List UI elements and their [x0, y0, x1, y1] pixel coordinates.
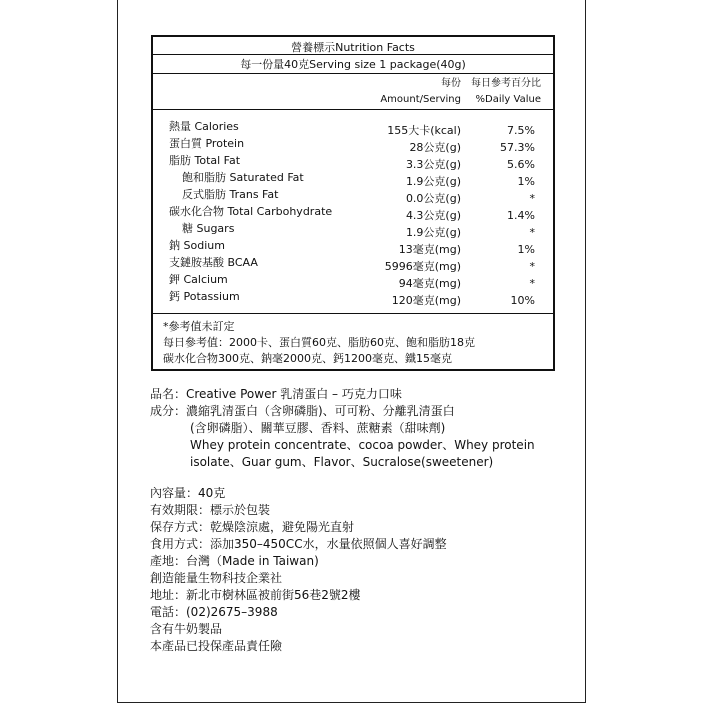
col-dv-en: %Daily Value — [475, 94, 541, 105]
col-dv-zh: 每日參考百分比 — [471, 78, 541, 89]
nutrient-amount: 1.9公克(g) — [405, 226, 461, 239]
nutrition-title: 營養標示Nutrition Facts — [291, 41, 415, 54]
nutrient-dv: 1.4% — [507, 209, 535, 222]
col-amount-zh: 每份 — [441, 78, 461, 89]
address: 地址：新北市樹林區被前街56巷2號2樓 — [150, 588, 361, 602]
storage: 保存方式：乾燥陰涼處，避免陽光直射 — [150, 520, 355, 534]
ingredients-en-cont: isolate、Guar gum、Flavor、Sucralose(sweetener) — [190, 455, 494, 469]
nutrient-dv: * — [529, 226, 535, 239]
nutrient-amount: 1.9公克(g) — [405, 175, 461, 188]
nutrient-dv: 57.3% — [500, 141, 535, 154]
nutrient-dv: 1% — [517, 243, 535, 256]
net-weight: 內容量：40克 — [150, 486, 226, 500]
nutrient-label: 脂肪 Total Fat — [169, 154, 241, 167]
usage: 食用方式：添加350–450CC水，水量依照個人喜好調整 — [150, 537, 447, 551]
nutrient-amount: 155大卡(kcal) — [387, 124, 461, 137]
nutrient-amount: 28公克(g) — [409, 141, 461, 154]
nutrient-label: 鉀 Calcium — [169, 273, 228, 286]
nutrient-dv: * — [529, 192, 535, 205]
nutrient-label: 飽和脂肪 Saturated Fat — [182, 171, 304, 184]
nutrient-amount: 13毫克(mg) — [398, 243, 461, 256]
nutrient-dv: 5.6% — [507, 158, 535, 171]
ingredients: 成分：濃縮乳清蛋白（含卵磷脂)、可可粉、分離乳清蛋白 — [150, 404, 455, 418]
nutrient-label: 反式脂肪 Trans Fat — [182, 188, 279, 201]
divider — [153, 54, 553, 55]
nutrient-amount: 4.3公克(g) — [405, 209, 461, 222]
product-name: 品名：Creative Power 乳清蛋白 – 巧克力口味 — [150, 387, 402, 401]
nutrient-amount: 120毫克(mg) — [391, 294, 461, 307]
divider — [153, 109, 553, 110]
company: 創造能量生物科技企業社 — [150, 571, 283, 585]
nutrient-label: 碳水化合物 Total Carbohydrate — [169, 205, 333, 218]
nutrient-amount: 94毫克(mg) — [398, 277, 461, 290]
ingredients-cont: (含卵磷脂）、關華豆膠、香料、蔗糖素（甜味劑) — [190, 421, 446, 435]
nutrient-label: 蛋白質 Protein — [169, 137, 245, 150]
note-not-established: *參考值未訂定 — [163, 320, 235, 333]
nutrient-dv: * — [529, 277, 535, 290]
nutrient-label: 糖 Sugars — [182, 222, 235, 235]
nutrition-facts-table — [151, 35, 555, 371]
expiry: 有效期限：標示於包裝 — [150, 503, 271, 517]
divider — [153, 313, 553, 314]
nutrient-label: 支鏈胺基酸 BCAA — [169, 256, 258, 269]
nutrient-label: 鈉 Sodium — [169, 239, 225, 252]
nutrient-label: 鈣 Potassium — [169, 290, 240, 303]
nutrient-dv: 1% — [517, 175, 535, 188]
nutrient-label: 熱量 Calories — [169, 120, 239, 133]
nutrient-dv: 7.5% — [507, 124, 535, 137]
milk-warning: 含有牛奶製品 — [150, 622, 223, 636]
ingredients-en: Whey protein concentrate、cocoa powder、Whey protein — [190, 438, 535, 452]
origin: 產地：台灣（Made in Taiwan) — [150, 554, 319, 568]
nutrient-amount: 3.3公克(g) — [405, 158, 461, 171]
col-amount-en: Amount/Serving — [380, 94, 461, 105]
insurance: 本產品已投保產品責任險 — [150, 639, 283, 653]
nutrient-dv: 10% — [510, 294, 535, 307]
nutrient-amount: 5996毫克(mg) — [384, 260, 461, 273]
serving-size: 每一份量40克Serving size 1 package(40g) — [240, 58, 466, 71]
note-daily-reference-2: 碳水化合物300克、鈉毫2000克、鈣1200毫克、鐵15毫克 — [163, 352, 452, 365]
phone: 電話：(02)2675–3988 — [150, 605, 278, 619]
note-daily-reference: 每日參考值：2000卡、蛋白質60克、脂肪60克、飽和脂肪18克 — [163, 336, 475, 349]
nutrient-amount: 0.0公克(g) — [405, 192, 461, 205]
divider — [153, 73, 553, 74]
nutrient-dv: * — [529, 260, 535, 273]
